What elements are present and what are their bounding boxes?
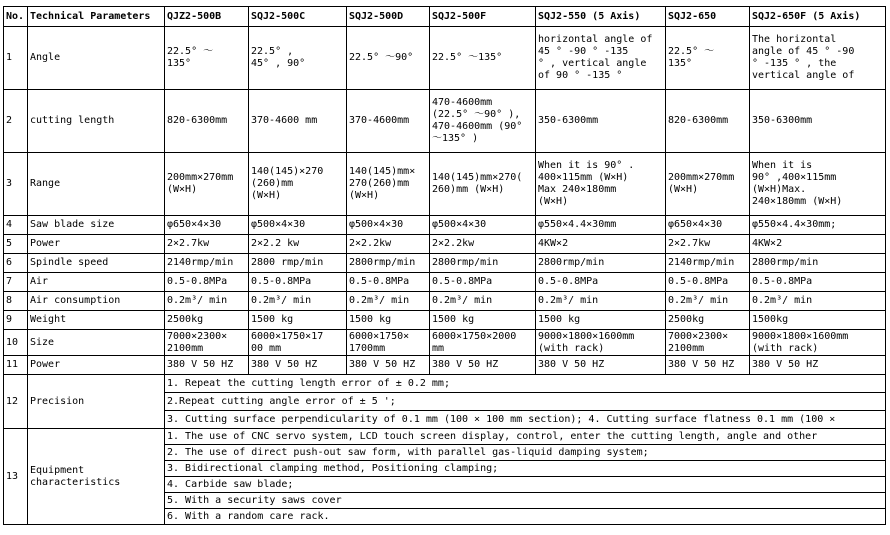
row-number: 13 (4, 429, 28, 525)
value-cell: 2×2.7kw (666, 235, 750, 254)
value-cell: 2×2.7kw (165, 235, 249, 254)
row-number: 3 (4, 153, 28, 216)
header-row (4, 7, 886, 27)
header-cell: SQJ2-500F (430, 7, 536, 27)
value-cell: 2×2.2 kw (249, 235, 347, 254)
parameter-name: cutting length (28, 90, 165, 153)
value-cell: 820-6300mm (165, 90, 249, 153)
value-cell: 2800rmp/min (430, 254, 536, 273)
value-cell: 370-4600 mm (249, 90, 347, 153)
table-row (4, 254, 886, 273)
value-cell: 7000×2300× 2100mm (165, 330, 249, 356)
value-cell: 4KW×2 (750, 235, 886, 254)
value-cell: 2800rmp/min (536, 254, 666, 273)
value-cell: 6000×1750×17 00 mm (249, 330, 347, 356)
value-cell: 1500 kg (536, 311, 666, 330)
row-number: 10 (4, 330, 28, 356)
value-cell: The horizontal angle of 45 ° -90 ° -135 ° , the vertical angle of (750, 27, 886, 90)
header-cell: SQJ2-500D (347, 7, 430, 27)
value-cell: 9000×1800×1600mm (with rack) (750, 330, 886, 356)
equipment-line: 1. The use of CNC servo system, LCD touch screen display, control, enter the cutting length, angle and other (165, 429, 886, 445)
value-cell: 140(145)mm×270( 260)mm (W×H) (430, 153, 536, 216)
precision-line: 1. Repeat the cutting length error of ± 0.2 mm; (165, 375, 886, 393)
spec-table (3, 6, 886, 525)
header-cell: SQJ2-650 (666, 7, 750, 27)
table-row (4, 216, 886, 235)
value-cell: 9000×1800×1600mm (with rack) (536, 330, 666, 356)
table-row (4, 27, 886, 90)
value-cell: φ500×4×30 (249, 216, 347, 235)
table-row (4, 90, 886, 153)
value-cell: φ650×4×30 (666, 216, 750, 235)
parameter-name: Angle (28, 27, 165, 90)
value-cell: 140(145)mm× 270(260)mm (W×H) (347, 153, 430, 216)
value-cell: 350-6300mm (536, 90, 666, 153)
value-cell: 0.2m³/ min (165, 292, 249, 311)
parameter-name: Range (28, 153, 165, 216)
parameter-name: Air consumption (28, 292, 165, 311)
value-cell: 380 V 50 HZ (750, 356, 886, 375)
value-cell: 22.5° ～ 135° (165, 27, 249, 90)
header-cell: SQJ2-550 (5 Axis) (536, 7, 666, 27)
value-cell: 2140rmp/min (165, 254, 249, 273)
row-number: 6 (4, 254, 28, 273)
equipment-line: 6. With a random care rack. (165, 509, 886, 525)
value-cell: 200mm×270mm (W×H) (666, 153, 750, 216)
value-cell: 0.2m³/ min (430, 292, 536, 311)
parameter-name: Weight (28, 311, 165, 330)
value-cell: 380 V 50 HZ (666, 356, 750, 375)
row-number: 5 (4, 235, 28, 254)
table-row (4, 356, 886, 375)
value-cell: 2800rmp/min (347, 254, 430, 273)
value-cell: 6000×1750× 1700mm (347, 330, 430, 356)
table-row (4, 311, 886, 330)
value-cell: φ650×4×30 (165, 216, 249, 235)
parameter-name: Power (28, 235, 165, 254)
precision-line: 2.Repeat cutting angle error of ± 5 '; (165, 393, 886, 411)
header-cell: QJZ2-500B (165, 7, 249, 27)
value-cell: 2800rmp/min (750, 254, 886, 273)
value-cell: 2500kg (165, 311, 249, 330)
value-cell: 2×2.2kw (430, 235, 536, 254)
equipment-row (4, 429, 886, 445)
value-cell: 350-6300mm (750, 90, 886, 153)
row-number: 11 (4, 356, 28, 375)
equipment-line: 4. Carbide saw blade; (165, 477, 886, 493)
value-cell: 22.5° , 45° , 90° (249, 27, 347, 90)
value-cell: 380 V 50 HZ (165, 356, 249, 375)
equipment-line: 2. The use of direct push-out saw form, with parallel gas-liquid damping system; (165, 445, 886, 461)
value-cell: 0.2m³/ min (249, 292, 347, 311)
precision-line: 3. Cutting surface perpendicularity of 0.1 mm (100 × 100 mm section); 4. Cutting surface flatness 0.1 mm (100 × (165, 411, 886, 429)
value-cell: 470-4600mm (22.5° ～90° ), 470-4600mm (90° ～135° ) (430, 90, 536, 153)
value-cell: 0.5-0.8MPa (666, 273, 750, 292)
value-cell: 0.5-0.8MPa (347, 273, 430, 292)
value-cell: 820-6300mm (666, 90, 750, 153)
value-cell: 2800 rmp/min (249, 254, 347, 273)
row-number: 8 (4, 292, 28, 311)
precision-row (4, 375, 886, 393)
value-cell: 0.5-0.8MPa (536, 273, 666, 292)
value-cell: horizontal angle of 45 ° -90 ° -135 ° , vertical angle of 90 ° -135 ° (536, 27, 666, 90)
row-number: 7 (4, 273, 28, 292)
value-cell: 7000×2300× 2100mm (666, 330, 750, 356)
row-number: 2 (4, 90, 28, 153)
parameter-name: Size (28, 330, 165, 356)
header-cell: Technical Parameters (28, 7, 165, 27)
header-cell: SQJ2-500C (249, 7, 347, 27)
row-number: 1 (4, 27, 28, 90)
value-cell: 0.2m³/ min (347, 292, 430, 311)
value-cell: 0.2m³/ min (536, 292, 666, 311)
value-cell: φ550×4.4×30mm (536, 216, 666, 235)
value-cell: 0.5-0.8MPa (750, 273, 886, 292)
value-cell: 200mm×270mm (W×H) (165, 153, 249, 216)
value-cell: φ550×4.4×30mm; (750, 216, 886, 235)
equipment-line: 3. Bidirectional clamping method, Positioning clamping; (165, 461, 886, 477)
value-cell: 22.5° ～135° (430, 27, 536, 90)
header-cell: No. (4, 7, 28, 27)
header-cell: SQJ2-650F (5 Axis) (750, 7, 886, 27)
value-cell: 0.5-0.8MPa (430, 273, 536, 292)
value-cell: When it is 90° . 400×115mm (W×H) Max 240×180mm (W×H) (536, 153, 666, 216)
value-cell: 22.5° ～90° (347, 27, 430, 90)
value-cell: 1500 kg (347, 311, 430, 330)
value-cell: 22.5° ～ 135° (666, 27, 750, 90)
value-cell: 2140rmp/min (666, 254, 750, 273)
table-row (4, 153, 886, 216)
value-cell: 1500kg (750, 311, 886, 330)
parameter-name: Equipment characteristics (28, 429, 165, 525)
value-cell: 0.5-0.8MPa (165, 273, 249, 292)
table-row (4, 330, 886, 356)
value-cell: 380 V 50 HZ (430, 356, 536, 375)
value-cell: 4KW×2 (536, 235, 666, 254)
parameter-name: Saw blade size (28, 216, 165, 235)
value-cell: 1500 kg (430, 311, 536, 330)
value-cell: 380 V 50 HZ (347, 356, 430, 375)
value-cell: 0.5-0.8MPa (249, 273, 347, 292)
value-cell: 1500 kg (249, 311, 347, 330)
value-cell: φ500×4×30 (430, 216, 536, 235)
value-cell: 140(145)×270 (260)mm (W×H) (249, 153, 347, 216)
equipment-line: 5. With a security saws cover (165, 493, 886, 509)
value-cell: 0.2m³/ min (750, 292, 886, 311)
row-number: 4 (4, 216, 28, 235)
table-row (4, 292, 886, 311)
value-cell: When it is 90° ,400×115mm (W×H)Max. 240×180mm (W×H) (750, 153, 886, 216)
value-cell: φ500×4×30 (347, 216, 430, 235)
row-number: 9 (4, 311, 28, 330)
parameter-name: Spindle speed (28, 254, 165, 273)
value-cell: 380 V 50 HZ (536, 356, 666, 375)
table-row (4, 273, 886, 292)
value-cell: 6000×1750×2000 mm (430, 330, 536, 356)
parameter-name: Air (28, 273, 165, 292)
value-cell: 2×2.2kw (347, 235, 430, 254)
row-number: 12 (4, 375, 28, 429)
table-row (4, 235, 886, 254)
value-cell: 370-4600mm (347, 90, 430, 153)
value-cell: 0.2m³/ min (666, 292, 750, 311)
parameter-name: Precision (28, 375, 165, 429)
parameter-name: Power (28, 356, 165, 375)
value-cell: 380 V 50 HZ (249, 356, 347, 375)
value-cell: 2500kg (666, 311, 750, 330)
